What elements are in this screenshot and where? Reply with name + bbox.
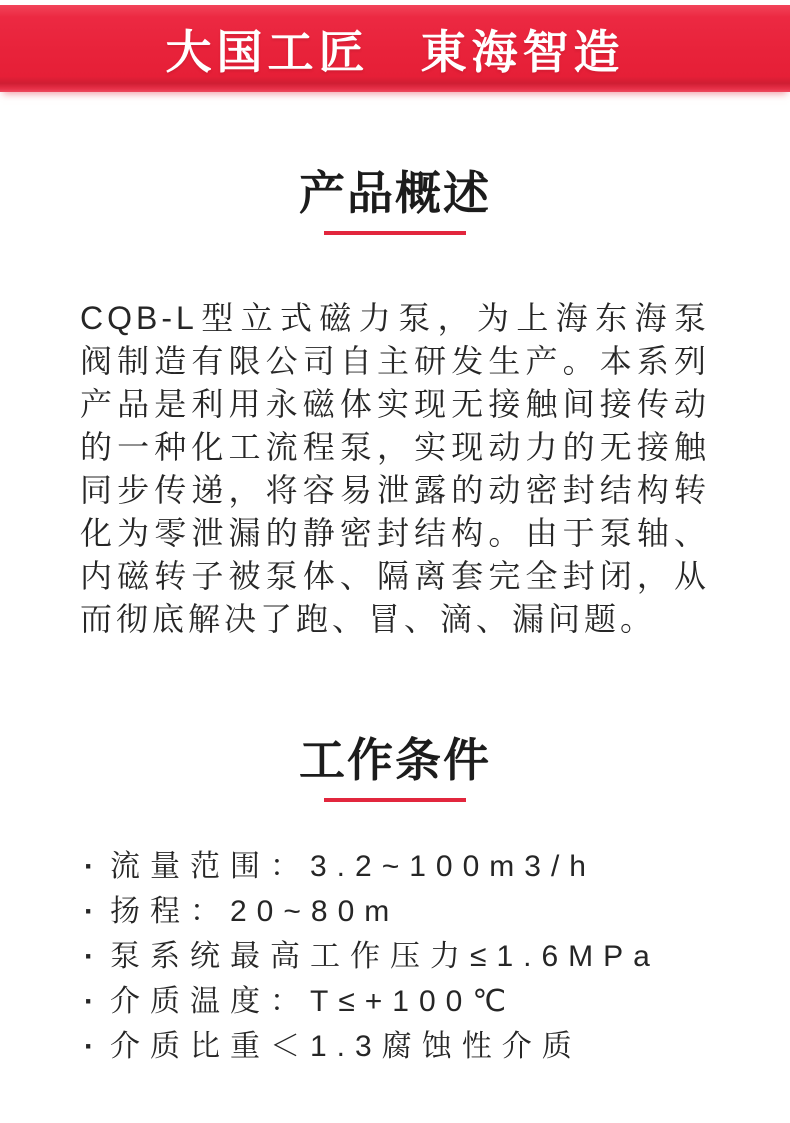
condition-list-item [84,889,790,934]
title-underline [324,798,466,802]
bullet-dot-icon: · [84,985,94,1018]
paragraph-line: 化为零泄漏的静密封结构。由于泵轴、 [80,515,710,551]
condition-list-item [84,1024,790,1069]
banner [0,5,790,92]
bullet-dot-icon: · [84,850,94,883]
title-underline [324,231,466,235]
conditions-section-title: 工作条件 [299,734,491,786]
condition-list-item [84,934,790,979]
condition-text: 介质温度：T≤+100℃ [110,985,517,1018]
product-description-page [0,5,790,1123]
bullet-dot-icon: · [84,895,94,928]
paragraph-line: 的一种化工流程泵，实现动力的无接触 [80,429,710,465]
overview-section-title: 产品概述 [299,167,491,219]
conditions-bullet-list [84,844,790,1069]
section-product-overview [0,167,790,641]
condition-text: 泵系统最高工作压力≤1.6MPa [110,940,660,973]
section-working-conditions [0,734,790,1069]
paragraph-line: 同步传递，将容易泄露的动密封结构转 [80,472,710,508]
condition-list-item [84,979,790,1024]
bullet-dot-icon: · [84,1030,94,1063]
condition-list-item [84,844,790,889]
bullet-dot-icon: · [84,940,94,973]
paragraph-line: 而彻底解决了跑、冒、滴、漏问题。 [80,601,657,637]
banner-title: 大国工匠 東海智造 [165,25,625,78]
condition-text: 扬程：20~80m [110,895,400,928]
paragraph-line: CQB-L型立式磁力泵，为上海东海泵 [80,300,710,336]
paragraph-line: 阀制造有限公司自主研发生产。本系列 [80,343,710,379]
overview-paragraph [80,297,710,641]
paragraph-line: 产品是利用永磁体实现无接触间接传动 [80,386,710,422]
condition-text: 流量范围：3.2~100m3/h [110,850,596,883]
condition-text: 介质比重＜1.3腐蚀性介质 [110,1030,582,1063]
paragraph-line: 内磁转子被泵体、隔离套完全封闭，从 [80,558,710,594]
